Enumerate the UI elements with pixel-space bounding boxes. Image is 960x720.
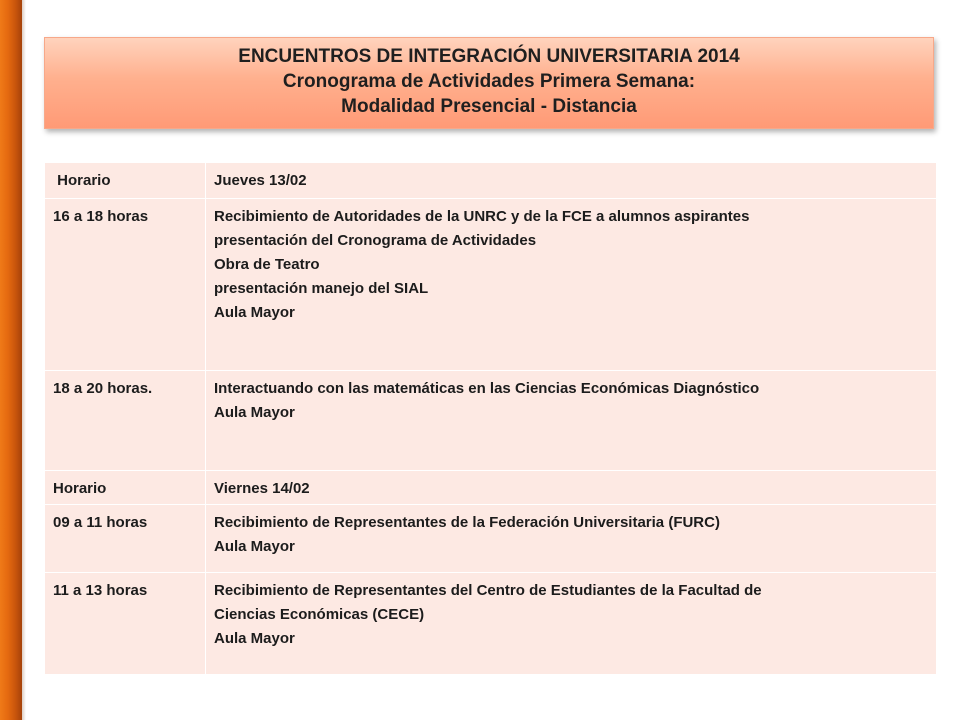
- activity-cell: [206, 371, 937, 471]
- time-cell: [45, 573, 206, 675]
- activity-line: Recibimiento de Representantes del Centro de Estudiantes de la Facultad de: [214, 582, 762, 599]
- time-cell: [45, 471, 206, 505]
- activity-cell: [206, 573, 937, 675]
- title-line-2: Cronograma de Actividades Primera Semana:: [282, 71, 696, 92]
- time-label: Horario: [53, 480, 107, 497]
- time-cell: [45, 163, 206, 199]
- table-row-header-friday: [45, 471, 937, 505]
- time-label: 09 a 11 horas: [53, 514, 148, 531]
- time-cell: [45, 199, 206, 371]
- activity-line: Aula Mayor: [214, 404, 295, 421]
- time-label: 11 a 13 horas: [53, 582, 148, 599]
- activity-line: Ciencias Económicas (CECE): [214, 606, 425, 623]
- time-label: Horario: [53, 172, 111, 189]
- table-row: [45, 371, 937, 471]
- table-row: [45, 199, 937, 371]
- time-label: 18 a 20 horas.: [53, 380, 153, 397]
- table-row: [45, 505, 937, 573]
- day-label: Viernes 14/02: [214, 480, 310, 497]
- decorative-side-bar: [0, 0, 22, 720]
- schedule-table: [44, 162, 937, 675]
- time-cell: [45, 371, 206, 471]
- activity-line: Interactuando con las matemáticas en las Ciencias Económicas Diagnóstico: [214, 380, 760, 397]
- title-line-1: ENCUENTROS DE INTEGRACIÓN UNIVERSITARIA 2014: [238, 46, 740, 67]
- activity-line: presentación manejo del SIAL: [214, 280, 429, 297]
- activity-line: Obra de Teatro: [214, 256, 320, 273]
- title-banner: [44, 37, 934, 129]
- activity-line: presentación del Cronograma de Actividades: [214, 232, 537, 249]
- activity-line: Recibimiento de Autoridades de la UNRC y de la FCE a alumnos aspirantes: [214, 208, 750, 225]
- day-label: Jueves 13/02: [214, 172, 307, 189]
- activity-cell: [206, 199, 937, 371]
- table-row: [45, 573, 937, 675]
- activity-line: Aula Mayor: [214, 630, 295, 647]
- activity-line: Aula Mayor: [214, 538, 295, 555]
- time-label: 16 a 18 horas: [53, 208, 149, 225]
- activity-cell: [206, 471, 937, 505]
- activity-line: Recibimiento de Representantes de la Federación Universitaria (FURC): [214, 514, 720, 531]
- activity-cell: [206, 505, 937, 573]
- activity-line: Aula Mayor: [214, 304, 295, 321]
- activity-cell: [206, 163, 937, 199]
- title-line-3: Modalidad Presencial - Distancia: [341, 96, 637, 117]
- time-cell: [45, 505, 206, 573]
- table-row-header-thursday: [45, 163, 937, 199]
